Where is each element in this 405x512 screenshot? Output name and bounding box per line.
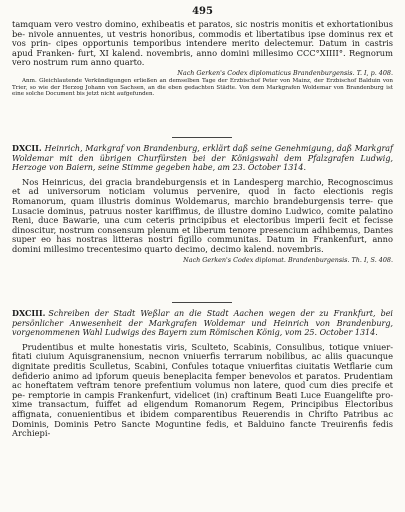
text-line: remptorie in campis Frankenfurt, videlicet (in) craftinum Beati Luce Euangelifte pro- — [28, 389, 393, 400]
text-line: Petro Sancte Moguntine fedis, et Balduino fancte Treuirenfis fedis Archiepi- — [12, 418, 393, 439]
text-line: ac honeftatem veftram tenore prefentium volumus non latere, quod cum dies precife et pe- — [12, 380, 393, 400]
text-line: rum anno quarto. — [70, 57, 145, 68]
text-line: Recognoscimus et ad universorum noticiam volumus pervenire, quod in facto electionis regis — [12, 176, 394, 197]
text-line: defiderio animo ad ipforum queuis beneplacita femper benevolos et paratos. Prudentiam — [12, 370, 393, 381]
text-line: conuenientibus et ibidem comparentibus Reuerendis in Chrifto Patribus ac Dominis, Dominis — [12, 408, 393, 429]
text-line: Dantes super eo has nostras litteras nostri figillo communitas. Datum in Frankenfurt, — [12, 224, 393, 245]
text-line: cipes opportunis temporibus intendere merito delectemur. Datum in castris apud Franken- — [12, 38, 394, 58]
section-previous-document — [12, 20, 393, 98]
heading-text: Schreiben der Stadt Weßlar an die Stadt Aachen wegen der zu Frankfurt, bei persönlicher Anwesenheit der Markgrafen Woldemar und Heinrich von Brandenburg, vorgenommenen Wahl Ludwigs des Bayern zum Römischen König, vom 25. October 1314. — [12, 309, 393, 338]
section-dxciii — [12, 309, 393, 439]
text-line: fitati ciuium Aquisgranensium, necnon vniuerfis terrarum nobilibus, ac aliis quacunque — [12, 351, 393, 362]
text-line: Romanorum, quam illustris dominus Woldemarus, marchio brandeburgensis terre- — [12, 195, 373, 206]
text-line: dignitate preditis Sculletus, Scabini, Confules totaque vniuerfitas ciuitatis Wetflarie cum — [12, 360, 393, 371]
section-dxcii — [12, 144, 393, 264]
body-text — [12, 178, 393, 255]
text-line: anno domini millesimo trecentesimo quarto decimo, decimo kalend. novembris. — [12, 234, 393, 254]
text-line: xime transactum, fuiffet ad eligendum Romanorum Regem, Principibus Electoribus affignata, — [12, 399, 393, 419]
page-number: 495 — [192, 6, 213, 17]
annotation-note: Anm. Gleichlautende Verkündigungen erließen an demselben Tage der Erzbischof Peter von Mainz, der Erzbischof Balduin von Trier, so wie der Herzog Johann von Sachsen, an die eben gedachten Städte. Von dem Markgrafen Woldemar von Brandenburg ist eine solche Document bis jetzt nicht aufgefunden. — [12, 77, 393, 98]
document-number: DXCII. — [12, 143, 42, 153]
text-line: furt, XI kalend. novembris, anno domini millesimo CCC°XIIII°. Regnorum vero nostrum — [12, 47, 393, 68]
text-line: Prudentibus et multe honestatis viris, Sculteto, Scabinis, Consulibus, totique vniuer- — [22, 341, 393, 352]
text-line: que Lusacie dominus, patruus noster kariffimus, de illustre domino Ludwico, comite — [12, 195, 394, 216]
section-divider — [172, 302, 232, 303]
section-divider — [172, 137, 232, 138]
source-citation: Nach Gerken's Codex diplomaticus Brandenburgensis. T. I, p. 408. — [177, 68, 393, 77]
document-heading — [12, 144, 393, 173]
body-text — [12, 343, 393, 439]
document-number: DXCIII. — [12, 308, 46, 318]
document-heading — [12, 309, 393, 338]
text-line: et fecisse dinoscitur, nostrum consensum plenum et liberum tenore presencium adhibemus, — [12, 215, 393, 235]
text-line: nivole annuentes, ut vestris honoribus, commodis et libertatibus ipse dominus rex et vos prin- — [12, 28, 394, 49]
body-text — [12, 20, 393, 68]
text-line: palatino Reni, duce Bawarie, una cum ceteris principibus et electoribus imperii fecit — [12, 205, 393, 226]
source-citation: Nach Gerken's Codex diplomat. Brandenburgensis. Th. I, S. 408. — [183, 255, 393, 264]
text-line: tamquam vero vestro domino, exhibeatis et paratos, sic nostris monitis et exhortationibus be- — [12, 19, 393, 39]
text-line: Nos Heinricus, dei gracia brandeburgensis et in Landesperg marchio, — [22, 176, 324, 187]
heading-text: Heinrich, Markgraf von Brandenburg, erklärt daß seine Genehmigung, daß Markgraf Woldemar mit den übrigen Churfürsten bei der Königswahl dem Pfalzgrafen Ludwig, Herzoge von Baiern, seine Stimme gegeben habe, am 23. October 1314. — [12, 144, 393, 173]
